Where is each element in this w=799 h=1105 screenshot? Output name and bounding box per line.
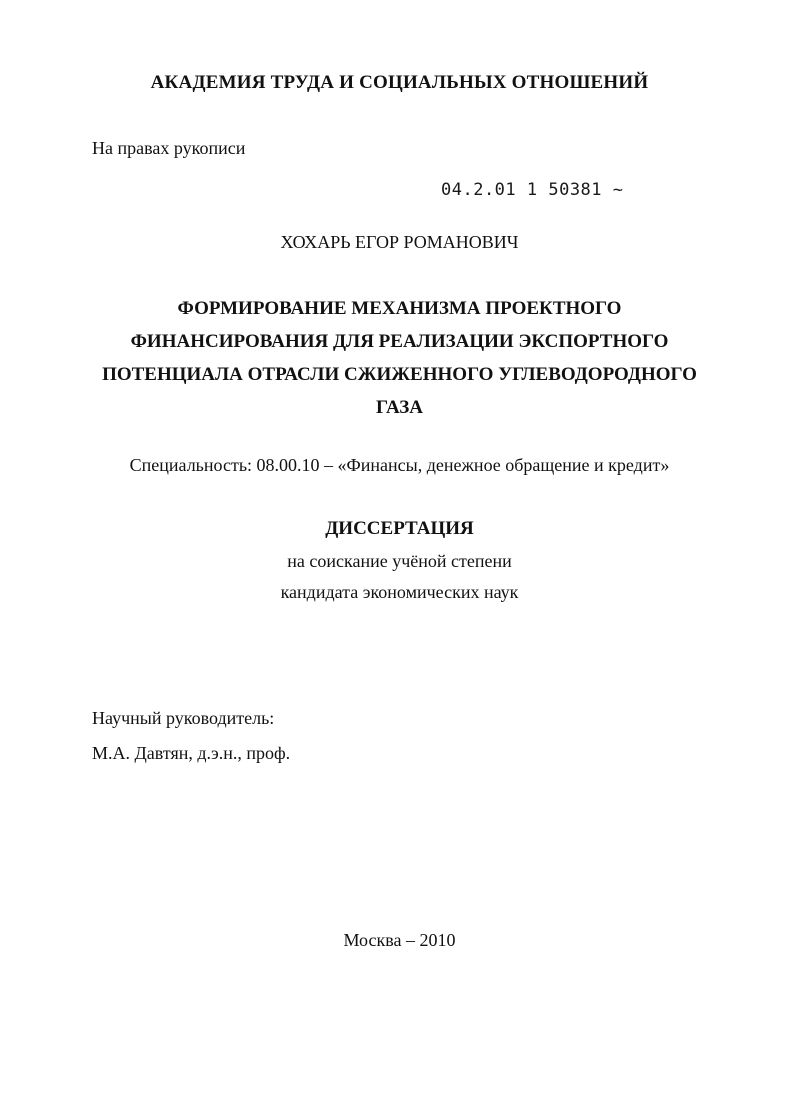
degree-line-2: кандидата экономических наук [280, 582, 519, 602]
registry-stamp: 04.2.01 1 50381 ~ [441, 180, 624, 200]
institution-name: АКАДЕМИЯ ТРУДА И СОЦИАЛЬНЫХ ОТНОШЕНИЙ [150, 72, 649, 93]
title-line: ПОТЕНЦИАЛА ОТРАСЛИ СЖИЖЕННОГО УГЛЕВОДОРОДНОГО [102, 364, 697, 385]
degree-line-1: на соискание учёной степени [287, 551, 512, 571]
title-line: ФИНАНСИРОВАНИЯ ДЛЯ РЕАЛИЗАЦИИ ЭКСПОРТНОГО [130, 331, 669, 352]
manuscript-note: На правах рукописи [92, 138, 246, 158]
title-line: ФОРМИРОВАНИЕ МЕХАНИЗМА ПРОЕКТНОГО [177, 298, 622, 319]
supervisor-label: Научный руководитель: [92, 708, 275, 728]
author-name: ХОХАРЬ ЕГОР РОМАНОВИЧ [280, 232, 519, 252]
title-line: ГАЗА [375, 397, 424, 418]
supervisor-name: М.А. Давтян, д.э.н., проф. [92, 743, 291, 763]
city-year: Москва – 2010 [343, 930, 456, 950]
specialty-line: Специальность: 08.00.10 – «Финансы, денежное обращение и кредит» [129, 455, 670, 475]
work-type-heading: ДИССЕРТАЦИЯ [325, 518, 474, 539]
dissertation-title [0, 292, 799, 424]
